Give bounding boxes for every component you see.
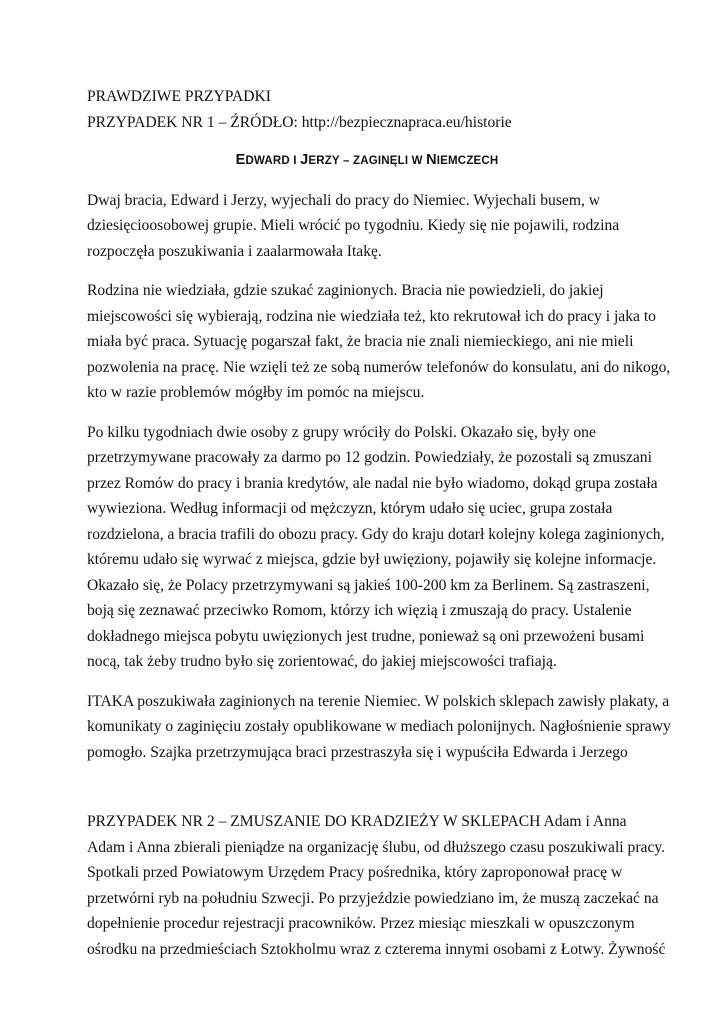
text-line: Spotkali przed Powiatowym Urzędem Pracy pośrednika, który zaproponował pracę w (87, 864, 623, 881)
text-line: nocą, tak żeby trudno było się zorientować, do jakiej miejscowości trafiają. (87, 653, 557, 670)
text-line: przetrzymywane pracowały za darmo po 12 godzin. Powiedziały, że pozostali są zmuszani (87, 449, 652, 466)
text-line: miała być praca. Sytuację pogarszał fakt, że bracia nie znali niemieckiego, ani nie mieli (87, 333, 634, 350)
document-header-title: PRAWDZIWE PRZYPADKI (87, 88, 272, 105)
text-line: rozpoczęła poszukiwania i zaalarmowała Itakę. (87, 242, 382, 260)
case1-paragraph-3 (87, 420, 665, 675)
text-line: przez Romów do pracy i brania kredytów, ale nadal nie było wiadomo, dokąd grupa została (87, 474, 658, 492)
text-line: dziesięcioosobowej grupie. Mieli wrócić po tygodniu. Kiedy się nie pojawili, rodzina (87, 217, 620, 234)
text-line: pozwolenia na pracę. Nie wzięli też ze sobą numerów telefonów do konsulatu, ani do nikogo, (87, 358, 671, 376)
text-line: wywieziona. Według informacji od mężczyzn, którym udało się uciec, grupa została (87, 500, 613, 517)
document-page (87, 84, 671, 962)
case1-paragraph-2 (87, 278, 671, 406)
text-line: ośrodku na przedmieściach Sztokholmu wraz z czterema innymi osobami z Łotwy. Żywność (87, 940, 666, 958)
case2-title-line: PRZYPADEK NR 2 – ZMUSZANIE DO KRADZIEŻY W SKLEPACH Adam i Anna (87, 813, 627, 830)
text-line: któremu udało się wyrwać z miejsca, gdzie był uwięziony, pojawiły się kolejne informacje. (87, 551, 657, 568)
text-line: kto w razie problemów mógłby im pomóc na miejscu. (87, 384, 425, 401)
text-line: rozdzielona, a bracia trafili do obozu pracy. Gdy do kraju dotarł kolejny kolega zaginionych, (87, 525, 665, 543)
text-line: Rodzina nie wiedziała, gdzie szukać zaginionych. Bracia nie powiedzieli, do jakiej (87, 282, 604, 299)
text-line: dopełnienie procedur rejestracji pracowników. Przez miesiąc mieszkali w opuszczonym (87, 915, 635, 932)
text-line: ITAKA poszukiwała zaginionych na terenie Niemiec. W polskich sklepach zawisły plakaty, a (87, 692, 670, 710)
text-line: Okazało się, że Polacy przetrzymywani są jakieś 100-200 km za Berlinem. Są zastraszeni, (87, 576, 650, 594)
text-line: przetwórni ryb na południu Szwecji. Po przyjeździe powiedziano im, że muszą zaczekać na (87, 889, 659, 907)
text-line: Po kilku tygodniach dwie osoby z grupy wróciły do Polski. Okazało się, były one (87, 423, 596, 441)
case1-source-line: PRZYPADEK NR 1 – ŹRÓDŁO: http://bezpiecznapraca.eu/historie (87, 113, 512, 131)
text-line: boją się zeznawać przeciwko Romom, którzy ich więzią i zmuszają do pracy. Ustalenie (87, 602, 632, 619)
text-line: miejscowości się wybierają, rodzina nie wiedziała też, kto rekrutował ich do pracy i jaka to (87, 307, 656, 325)
text-line: Dwaj bracia, Edward i Jerzy, wyjechali do pracy do Niemiec. Wyjechali busem, w (87, 191, 601, 209)
text-line: Adam i Anna zbierali pieniądze na organizację ślubu, od dłuższego czasu poszukiwali pracy. (87, 838, 666, 856)
text-line: komunikaty o zaginięciu zostały opublikowane w mediach polonijnych. Nagłośnienie sprawy (87, 718, 671, 735)
case2-section (87, 809, 666, 962)
case1-title: EDWARD I JERZY – ZAGINĘLI W NIEMCZECH (235, 152, 499, 168)
case1-paragraph-1 (87, 188, 647, 265)
text-line: dokładnego miejsca pobytu uwięzionych jest trudne, ponieważ są oni przewożeni busami (87, 627, 645, 645)
text-line: pomogło. Szajka przetrzymująca braci przestraszyła się i wypuściła Edwarda i Jerzego (87, 743, 628, 761)
case1-paragraph-4 (87, 689, 671, 766)
